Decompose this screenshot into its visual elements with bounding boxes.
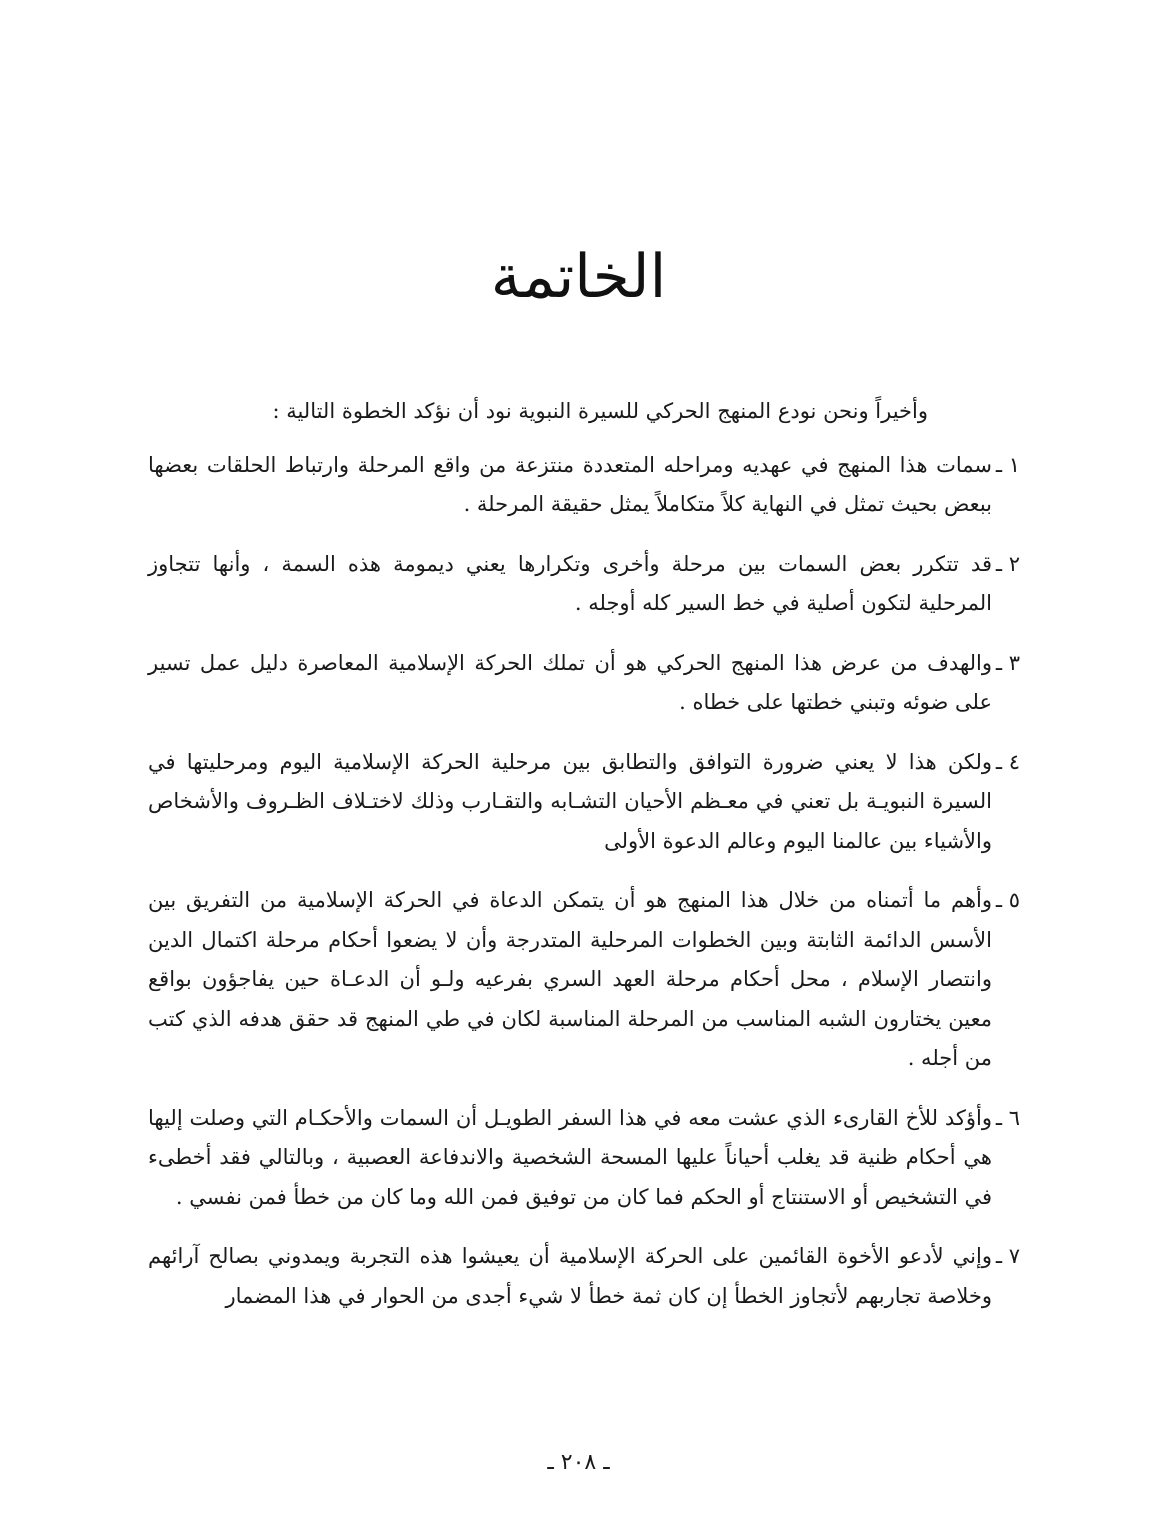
item-number: ٦ ـ bbox=[995, 1105, 1020, 1130]
page-number: ـ ٢٠٨ ـ bbox=[547, 1450, 610, 1475]
list-item bbox=[148, 1237, 1020, 1316]
item-text: والهدف من عرض هذا المنهج الحركي هو أن تملك الحركة الإسلامية المعاصرة دليل عمل تسير على ضوئه وتبني خطتها على خطاه . bbox=[148, 650, 992, 714]
item-text: وأؤكد للأخ القارىء الذي عشت معه في هذا السفر الطويـل أن السمات والأحكـام التي وصلت إليها هي أحكام ظنية قد يغلب أحياناً عليها المسحة الشخصية والاندفاعة العصبية ، وبالتالي فقد أخطىء في التشخيص أو الاستنتاج أو الحكم فما كان من توفيق فمن الله وما كان من خطأ فمن نفسي . bbox=[148, 1105, 992, 1209]
item-text: وإني لأدعو الأخوة القائمين على الحركة الإسلامية أن يعيشوا هذه التجربة ويمدوني بصالح آرائهم وخلاصة تجاربهم لأتجاوز الخطأ إن كان ثمة خطأ لا شيء أجدى من الحوار في هذا المضمار bbox=[148, 1244, 992, 1308]
item-text: قد تتكرر بعض السمات بين مرحلة وأخرى وتكرارها يعني ديمومة هذه السمة ، وأنها تتجاوز المرحلية لتكون أصلية في خط السير كله أوجله . bbox=[148, 551, 992, 615]
item-number: ٣ ـ bbox=[995, 650, 1020, 675]
item-number: ٧ ـ bbox=[995, 1244, 1020, 1268]
item-text: ولكن هذا لا يعني ضرورة التوافق والتطابق بين مرحلية الحركة الإسلامية اليوم ومرحليتها في السيرة النبويـة بل تعني في معـظم الأحيان التشـابه والتقـارب وذلك لاختـلاف الظـروف والأشخاص والأشياء بين عالمنا اليوم وعالم الدعوة الأولى bbox=[148, 749, 992, 853]
list-item bbox=[148, 446, 1020, 525]
list-item bbox=[148, 545, 1020, 624]
page-title: الخاتمة bbox=[490, 242, 667, 312]
list-item bbox=[148, 743, 1020, 862]
item-text: وأهم ما أتمناه من خلال هذا المنهج هو أن يتمكن الدعاة في الحركة الإسلامية من التفريق بين الأسس الدائمة الثابتة وبين الخطوات المرحلية المتدرجة وأن لا يضعوا أحكام مرحلة اكتمال الدين وانتصار الإسلام ، محل أحكام مرحلة العهد السري بفرعيه ولـو أن الدعـاة حين يفاجؤون بواقع معين يختارون الشبه المناسب من المرحلة المناسبة لكان في طي المنهج قد حقق هدفه الذي كتب من أجله . bbox=[148, 888, 992, 1070]
list-item bbox=[148, 644, 1020, 723]
intro-paragraph: وأخيراً ونحن نودع المنهج الحركي للسيرة النبوية نود أن نؤكد الخطوة التالية : bbox=[272, 399, 928, 423]
item-number: ٥ ـ bbox=[995, 888, 1020, 912]
list-item bbox=[148, 1099, 1020, 1218]
list-item bbox=[148, 881, 1020, 1079]
item-number: ٤ ـ bbox=[995, 749, 1020, 774]
item-number: ١ ـ bbox=[995, 452, 1020, 477]
body-text bbox=[148, 392, 1020, 1336]
item-number: ٢ ـ bbox=[995, 551, 1020, 576]
item-text: سمات هذا المنهج في عهديه ومراحله المتعددة منتزعة من واقع المرحلة وارتباط الحلقات بعضها ببعض بحيث تمثل في النهاية كلاً متكاملاً يمثل حقيقة المرحلة . bbox=[148, 452, 992, 516]
